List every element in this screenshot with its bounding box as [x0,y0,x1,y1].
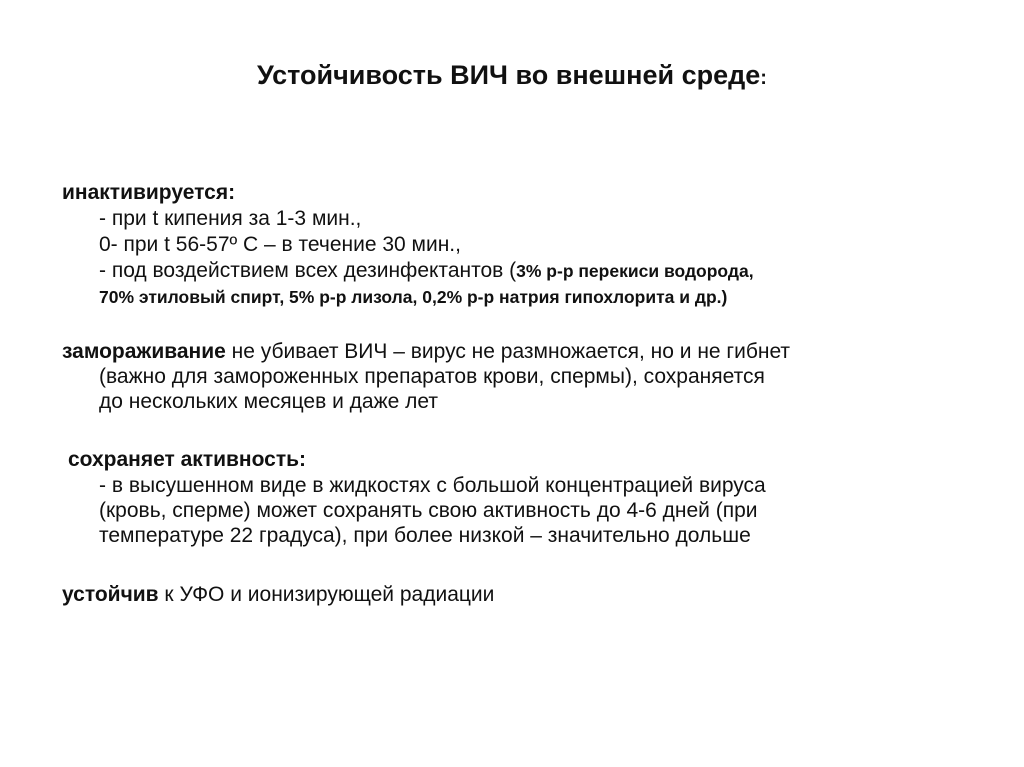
freezing-term: замораживание [62,340,226,363]
freezing-line-1 [62,339,790,365]
freezing-line-3: до нескольких месяцев и даже лет [99,390,438,413]
disinfectants-list-part2: 70% этиловый спирт, 5% р-р лизола, 0,2% р-р натрия гипохлорита и др.) [99,287,728,307]
slide-title-colon: : [760,67,767,89]
resistance-text: к УФО и ионизирующей радиации [158,583,495,606]
freezing-text-1: не убивает ВИЧ – вирус не размножается, но и не гибнет [225,340,791,363]
inactivation-heading: инактивируется: [62,181,236,204]
disinfectants-text: - под воздействием всех дезинфектантов ( [99,259,517,282]
inactivation-item-boiling: - при t кипения за 1-3 мин., [99,207,362,230]
activity-line-1: - в высушенном виде в жидкостях с большой концентрацией вируса [99,474,766,497]
disinfectants-list-part1: 3% р-р перекиси водорода, [516,261,754,281]
activity-line-3: температуре 22 градуса), при более низкой – значительно дольше [99,524,751,547]
freezing-line-2: (важно для замороженных препаратов крови, спермы), сохраняется [99,365,765,388]
inactivation-item-disinfectants [99,258,754,284]
slide-title [0,58,1024,95]
resistance-line [62,582,494,608]
inactivation-item-temperature: 0- при t 56-57º С – в течение 30 мин., [99,233,461,256]
resistance-term: устойчив [62,583,159,606]
activity-line-2: (кровь, сперме) может сохранять свою активность до 4-6 дней (при [99,499,758,522]
activity-heading: сохраняет активность: [68,448,307,471]
slide-title-text: Устойчивость ВИЧ во внешней среде [257,60,761,90]
